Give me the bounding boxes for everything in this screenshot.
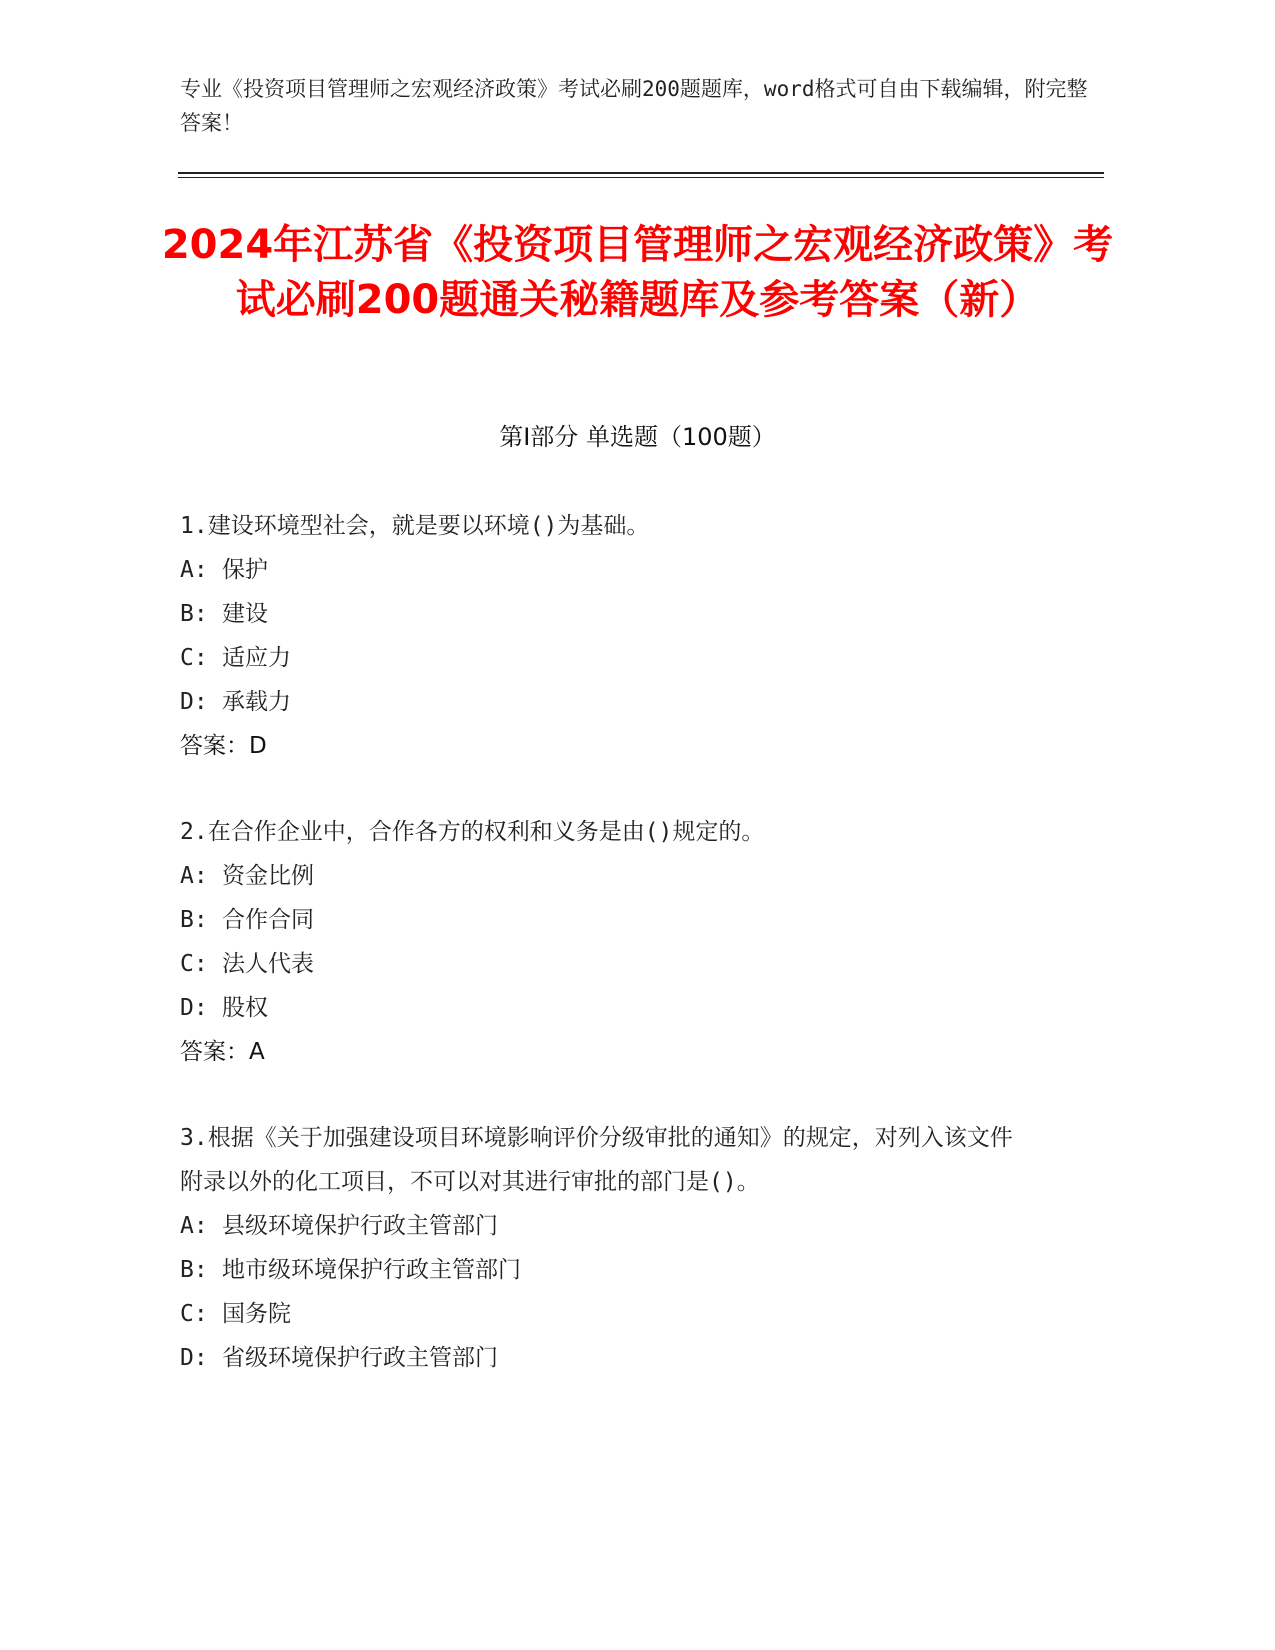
option-a [180,1204,1020,1248]
option-b [180,898,1020,942]
option-b [180,1248,1020,1292]
option-text: 资金比例 [222,863,314,889]
option-letter: A: [180,557,208,583]
answer-line: 答案：D [180,733,267,759]
document-title: 2024年江苏省《投资项目管理师之宏观经济政策》考试必刷200题通关秘籍题库及参考答案（新） [161,222,1114,323]
option-letter: C: [180,645,208,671]
option-d [180,1336,1020,1380]
question-1 [180,504,1020,768]
option-text: 法人代表 [222,951,314,977]
option-letter: D: [180,689,208,715]
option-text: 国务院 [222,1301,291,1327]
option-b [180,592,1020,636]
option-letter: B: [180,1257,208,1283]
option-c [180,636,1020,680]
option-letter: D: [180,1345,208,1371]
option-text: 股权 [222,995,268,1021]
option-c [180,942,1020,986]
question-2 [180,810,1020,1074]
option-text: 地市级环境保护行政主管部门 [222,1257,521,1283]
header-note: 专业《投资项目管理师之宏观经济政策》考试必刷200题题库，word格式可自由下载编辑，附完整答案！ [180,77,1088,135]
question-text: 3.根据《关于加强建设项目环境影响评价分级审批的通知》的规定，对列入该文件附录以外的化工项目，不可以对其进行审批的部门是()。 [180,1125,1013,1195]
question-text: 2.在合作企业中，合作各方的权利和义务是由()规定的。 [180,819,765,845]
option-letter: B: [180,907,208,933]
option-letter: C: [180,1301,208,1327]
header-rule-thick [178,172,1104,174]
option-letter: A: [180,1213,208,1239]
option-text: 建设 [222,601,268,627]
option-letter: B: [180,601,208,627]
option-d [180,680,1020,724]
option-d [180,986,1020,1030]
answer-line: 答案：A [180,1039,265,1065]
option-a [180,854,1020,898]
option-text: 县级环境保护行政主管部门 [222,1213,498,1239]
option-text: 省级环境保护行政主管部门 [222,1345,498,1371]
question-text: 1.建设环境型社会，就是要以环境()为基础。 [180,513,650,539]
header-rule-thin [178,177,1104,178]
option-c [180,1292,1020,1336]
option-text: 保护 [222,557,268,583]
option-text: 合作合同 [222,907,314,933]
option-a [180,548,1020,592]
question-list [180,504,1020,1422]
option-text: 承载力 [222,689,291,715]
option-letter: D: [180,995,208,1021]
section-title: 第I部分 单选题（100题） [499,423,776,451]
option-letter: A: [180,863,208,889]
option-text: 适应力 [222,645,291,671]
question-3 [180,1116,1020,1380]
option-letter: C: [180,951,208,977]
